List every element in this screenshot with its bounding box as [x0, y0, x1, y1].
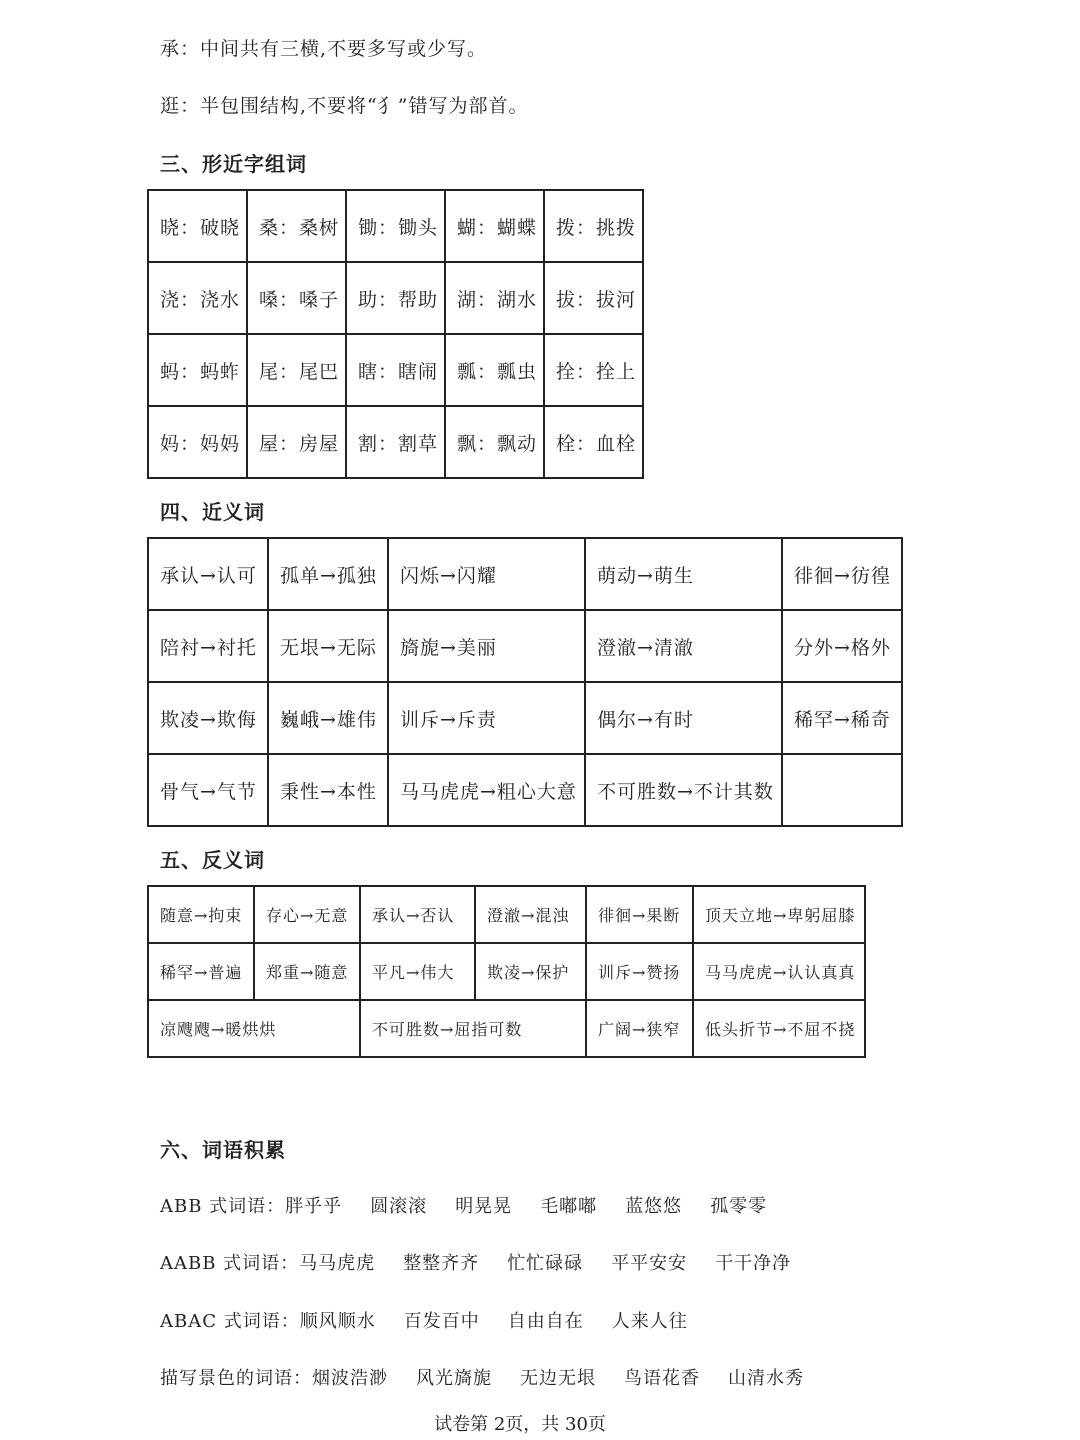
word-item: 顺风顺水 [299, 1311, 376, 1332]
word-item: 圆滚滚 [370, 1196, 428, 1217]
word-group-label: AABB 式词语： [160, 1253, 300, 1274]
word-item: 风光旖旎 [416, 1368, 492, 1389]
table-row [148, 406, 643, 478]
table-cell: 割：割草 [346, 406, 445, 478]
note-line-1: 承：中间共有三横,不要多写或少写。 [160, 38, 488, 60]
table-cell: 承认→否认 [360, 886, 475, 943]
table-cell: 澄澈→清澈 [585, 610, 782, 682]
table-cell: 湖：湖水 [445, 262, 544, 334]
word-item: 毛嘟嘟 [540, 1196, 598, 1217]
table-cell: 徘徊→彷徨 [782, 538, 902, 610]
table-cell: 蝴：蝴蝶 [445, 190, 544, 262]
word-item: 孤零零 [710, 1196, 768, 1217]
word-item: 马马虎虎 [299, 1253, 376, 1274]
table-cell: 孤单→孤独 [268, 538, 388, 610]
table-row [148, 1000, 865, 1057]
table-cell: 凉飕飕→暖烘烘 [148, 1000, 360, 1057]
page-footer: 试卷第 2页，共 30页 [434, 1414, 606, 1435]
word-group-row [160, 1192, 795, 1218]
table-cell: 栓：血栓 [544, 406, 643, 478]
table-cell: 郑重→随意 [254, 943, 360, 1000]
table-cell: 平凡→伟大 [360, 943, 475, 1000]
table-cell: 妈：妈妈 [148, 406, 247, 478]
table-row [148, 262, 643, 334]
table-cell: 蚂：蚂蚱 [148, 334, 247, 406]
synonyms-table [147, 537, 903, 827]
note-line-2: 逛：半包围结构,不要将“犭”错写为部首。 [160, 95, 529, 117]
table-cell: 分外→格外 [782, 610, 902, 682]
word-group-label: ABB 式词语： [160, 1196, 286, 1217]
word-item: 山清水秀 [728, 1368, 804, 1389]
table-row [148, 334, 643, 406]
table-cell: 秉性→本性 [268, 754, 388, 826]
table-cell [782, 754, 902, 826]
table-cell: 萌动→萌生 [585, 538, 782, 610]
section-5-heading: 五、反义词 [160, 848, 265, 872]
table-row [148, 754, 902, 826]
word-group-label: 描写景色的词语： [160, 1368, 312, 1389]
table-row [148, 190, 643, 262]
table-cell: 拔：拔河 [544, 262, 643, 334]
word-item: 干干净净 [715, 1253, 792, 1274]
table-cell: 拨：挑拨 [544, 190, 643, 262]
table-cell: 嗓：嗓子 [247, 262, 346, 334]
word-group-row [160, 1249, 819, 1275]
table-cell: 广阔→狭窄 [586, 1000, 693, 1057]
table-cell: 骨气→气节 [148, 754, 268, 826]
word-item: 整整齐齐 [403, 1253, 480, 1274]
table-cell: 澄澈→混浊 [475, 886, 586, 943]
word-item: 百发百中 [403, 1311, 480, 1332]
word-group-row [160, 1364, 832, 1390]
table-cell: 马马虎虎→粗心大意 [388, 754, 585, 826]
table-row [148, 610, 902, 682]
word-item: 自由自在 [507, 1311, 584, 1332]
table-cell: 徘徊→果断 [586, 886, 693, 943]
table-cell: 存心→无意 [254, 886, 360, 943]
table-cell: 巍峨→雄伟 [268, 682, 388, 754]
word-item: 烟波浩渺 [312, 1368, 388, 1389]
table-cell: 不可胜数→屈指可数 [360, 1000, 586, 1057]
word-item: 胖乎乎 [285, 1196, 343, 1217]
table-cell: 助：帮助 [346, 262, 445, 334]
table-cell: 无垠→无际 [268, 610, 388, 682]
table-cell: 晓：破晓 [148, 190, 247, 262]
word-item: 忙忙碌碌 [507, 1253, 584, 1274]
antonyms-table [147, 885, 866, 1058]
table-cell: 桑：桑树 [247, 190, 346, 262]
word-group-label: ABAC 式词语： [160, 1311, 300, 1332]
table-row [148, 886, 865, 943]
table-cell: 顶天立地→卑躬屈膝 [693, 886, 865, 943]
table-cell: 尾：尾巴 [247, 334, 346, 406]
table-cell: 拴：拴上 [544, 334, 643, 406]
table-cell: 马马虎虎→认认真真 [693, 943, 865, 1000]
table-cell: 瞎：瞎闹 [346, 334, 445, 406]
similar-characters-table [147, 189, 644, 479]
table-cell: 低头折节→不屈不挠 [693, 1000, 865, 1057]
table-cell: 欺凌→欺侮 [148, 682, 268, 754]
table-cell: 训斥→斥责 [388, 682, 585, 754]
word-item: 无边无垠 [520, 1368, 596, 1389]
table-cell: 浇：浇水 [148, 262, 247, 334]
table-cell: 飘：飘动 [445, 406, 544, 478]
table-cell: 闪烁→闪耀 [388, 538, 585, 610]
table-cell: 稀罕→稀奇 [782, 682, 902, 754]
table-cell: 锄：锄头 [346, 190, 445, 262]
word-group-row [160, 1307, 716, 1333]
word-item: 鸟语花香 [624, 1368, 700, 1389]
table-cell: 不可胜数→不计其数 [585, 754, 782, 826]
word-item: 明晃晃 [455, 1196, 513, 1217]
table-cell: 随意→拘束 [148, 886, 254, 943]
table-cell: 陪衬→衬托 [148, 610, 268, 682]
table-cell: 稀罕→普遍 [148, 943, 254, 1000]
section-6-heading: 六、词语积累 [160, 1138, 286, 1162]
table-cell: 旖旎→美丽 [388, 610, 585, 682]
table-row [148, 682, 902, 754]
table-cell: 屋：房屋 [247, 406, 346, 478]
table-cell: 承认→认可 [148, 538, 268, 610]
table-cell: 欺凌→保护 [475, 943, 586, 1000]
table-row [148, 943, 865, 1000]
section-3-heading: 三、形近字组词 [160, 152, 307, 176]
table-cell: 偶尔→有时 [585, 682, 782, 754]
word-item: 蓝悠悠 [625, 1196, 683, 1217]
word-item: 人来人往 [611, 1311, 688, 1332]
table-cell: 训斥→赞扬 [586, 943, 693, 1000]
table-row [148, 538, 902, 610]
section-4-heading: 四、近义词 [160, 500, 265, 524]
table-cell: 瓢：瓢虫 [445, 334, 544, 406]
word-item: 平平安安 [611, 1253, 688, 1274]
